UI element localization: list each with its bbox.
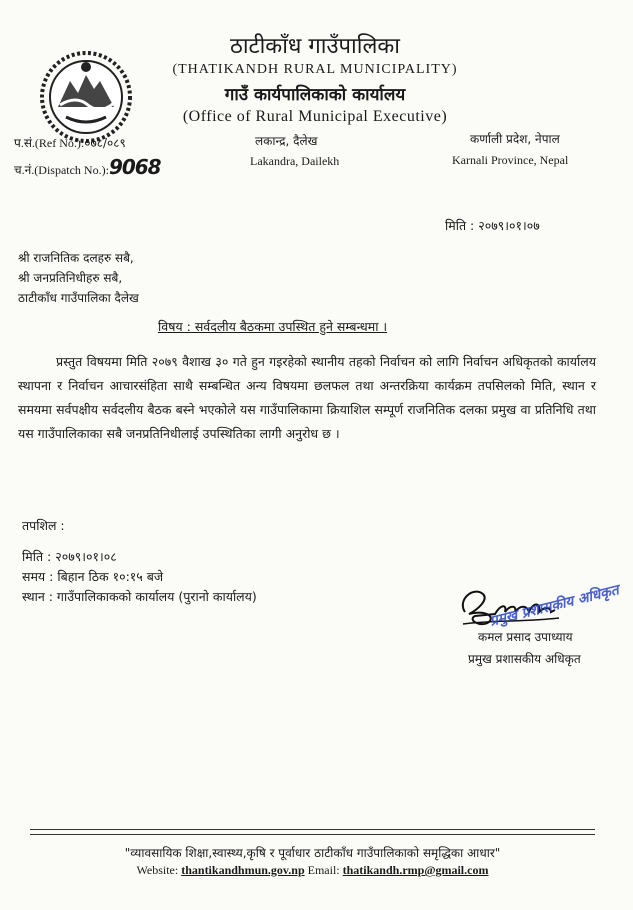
letter-subject: विषय : सर्वदलीय बैठकमा उपस्थित हुने सम्बन्धमा । <box>158 319 388 334</box>
website-label: Website: <box>136 863 179 877</box>
location-np: लकान्द्र, दैलेख <box>255 134 318 148</box>
office-name-en: (Office of Rural Municipal Executive) <box>182 108 448 125</box>
dispatch-label: च.नं.(Dispatch No.): <box>14 163 109 177</box>
schedule-list <box>22 547 257 607</box>
dispatch-value: 9068 <box>108 155 161 179</box>
municipality-name-np: ठाटीकाँध गाउँपालिका <box>230 34 400 59</box>
addressee-line-2: श्री जनप्रतिनिधीहरु सबै, <box>18 271 123 285</box>
municipality-name-en: (THATIKANDH RURAL MUNICIPALITY) <box>172 62 458 77</box>
province-np: कर्णाली प्रदेश, नेपाल <box>470 132 560 146</box>
province-en: Karnali Province, Nepal <box>452 153 569 167</box>
footer-slogan: "व्यावसायिक शिक्षा,स्वास्थ्य,कृषि र पूर्वाधार ठाटीकाँध गाउँपालिकाको समृद्धिका आधार" <box>124 846 501 860</box>
office-name-np: गाउँ कार्यपालिकाको कार्यालय <box>224 85 406 105</box>
ref-value: ०७८/०८९ <box>84 136 126 150</box>
website-link[interactable]: thantikandhmun.gov.np <box>181 863 305 877</box>
dispatch-number <box>14 155 161 179</box>
signatory-name: कमल प्रसाद उपाध्याय <box>478 630 573 644</box>
schedule-time: समय : बिहान ठिक १०:१५ बजे <box>22 569 164 584</box>
ref-label: प.सं.(Ref No.): <box>14 136 85 150</box>
location-en: Lakandra, Dailekh <box>250 154 340 168</box>
signatory-designation: प्रमुख प्रशासकीय अधिकृत <box>468 652 581 666</box>
municipality-logo <box>36 45 136 145</box>
schedule-date: मिति : २०७९।०१।०८ <box>22 549 117 564</box>
official-stamp: प्रमुख प्रशासकीय अधिकृत <box>488 582 621 630</box>
schedule-venue: स्थान : गाउँपालिकाकको कार्यालय (पुरानो कार्यालय) <box>22 589 257 604</box>
addressee-line-3: ठाटीकाँध गाउँपालिका दैलेख <box>18 291 139 305</box>
footer-rule-top <box>30 829 595 830</box>
ref-number <box>14 134 126 151</box>
letter-body: प्रस्तुत विषयमा मिति २०७९ वैशाख ३० गते हुन गइरहेको स्थानीय तहको निर्वाचन को लागि निर्वाचन अधिकृतको कार्यालय स्थापना र निर्वाचन आचारसंहिता साथै सम्बन्धित अन्य विषयमा छलफल तथा अन्तरक्रिया कार्यक्रम तपसिलको मिति, स्थान र समयमा सर्वपक्षीय सर्वदलीय बैठक बस्ने भएकोले यस गाउँपालिकामा क्रियाशिल सम्पूर्ण राजनितिक दलका प्रमुख वा प्रतिनिधि तथा यस गाउँपालिकाका सबै जनप्रतिनिधीलाई उपस्थितिका लागी अनुरोध छ । <box>18 354 596 441</box>
footer-contact <box>30 863 595 878</box>
letter-date: मिति : २०७९।०१।०७ <box>445 218 540 233</box>
email-link[interactable]: thatikandh.rmp@gmail.com <box>342 863 489 877</box>
addressee-line-1: श्री राजनितिक दलहरु सबै, <box>18 251 134 265</box>
email-label: Email: <box>307 863 340 877</box>
schedule-title: तपशिल : <box>22 518 65 533</box>
footer-rule-bottom <box>30 834 595 835</box>
